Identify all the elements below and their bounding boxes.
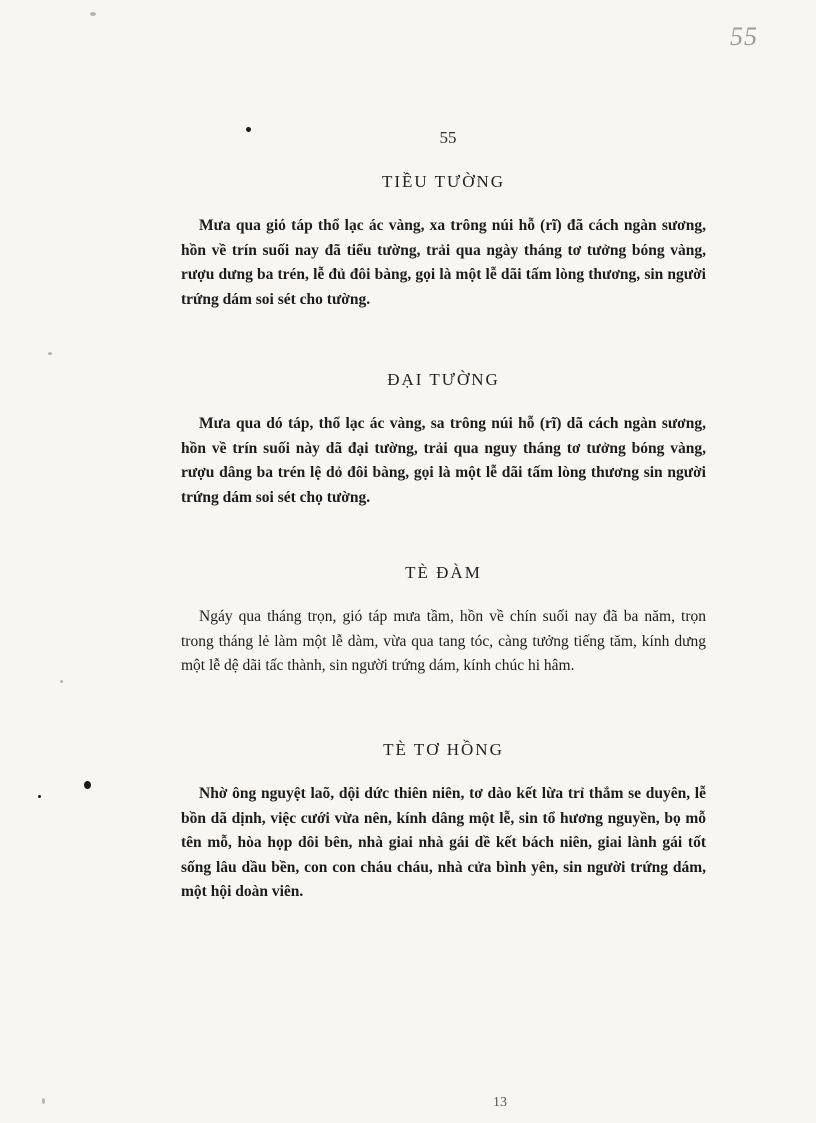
section-title: ĐẠI TƯỜNG (387, 370, 500, 389)
scan-speck (42, 1098, 45, 1104)
section-title: TÈ TƠ HỒNG (383, 740, 504, 759)
section-body: Ngáy qua tháng trọn, gió táp mưa tầm, hồn về chín suối nay đã ba năm, trọn trong tháng lẻ làm một lễ dàm, vừa qua tang tóc, càng tưởng tiếng tăm, kính dưng một lễ dệ dãi tấc thành, sin người trứng dám, kính chúc hi hâm. (181, 608, 706, 674)
ink-speck (246, 127, 251, 132)
section-body: Mưa qua dó táp, thổ lạc ác vàng, sa trông núi hỗ (rĩ) dã cách ngàn sương, hồn về trín suối này dã đại tường, trải qua nguy tháng tơ tưởng bóng vàng, rượu dâng ba trén lệ dỏ đôi bàng, gọi là một lễ dãi tấm lòng thương sin người trứng dám soi sét chọ tường. (181, 415, 706, 506)
section-te-to-hong (181, 740, 706, 905)
section-dai-tuong (181, 370, 706, 510)
scan-speck (48, 352, 52, 355)
section-body: Mưa qua gió táp thổ lạc ác vàng, xa trông núi hỗ (rĩ) đã cách ngàn sương, hồn về trín suối nay đã tiểu tường, trải qua ngày tháng tơ tưởng bóng vàng, rượu dưng ba trén, lễ đủ đôi bàng, gọi là một lễ dãi tấm lòng thương, sin người trứng dám soi sét cho tường. (181, 217, 706, 308)
ink-speck (38, 795, 41, 798)
section-te-dam (181, 563, 706, 679)
ink-speck (84, 781, 91, 789)
page-number: 55 (439, 128, 457, 147)
section-title: TIỀU TƯỜNG (381, 172, 506, 191)
scan-speck (60, 680, 63, 683)
footer-mark: 13 (493, 1095, 507, 1110)
section-tieu-tuong (181, 172, 706, 312)
corner-page-mark: 55 (730, 22, 758, 51)
section-title: TÈ ĐÀM (405, 563, 482, 582)
scan-speck (90, 12, 96, 16)
section-body: Nhờ ông nguyệt laõ, dội dức thiên niên, tơ dào kết lừa trỉ thắm se duyên, lễ bồn dã dịnh, việc cưới vừa nên, kính dâng một lễ, sin tổ hương nguyền, bọ mỗ tên mỗ, hòa họp dôi bên, nhà giai nhà gái dề kết bách niên, giai lành gái tốt sống lâu dầu bền, con con cháu cháu, nhà cửa bình yên, sin người trứng dám, một hội doàn viên. (181, 785, 706, 900)
